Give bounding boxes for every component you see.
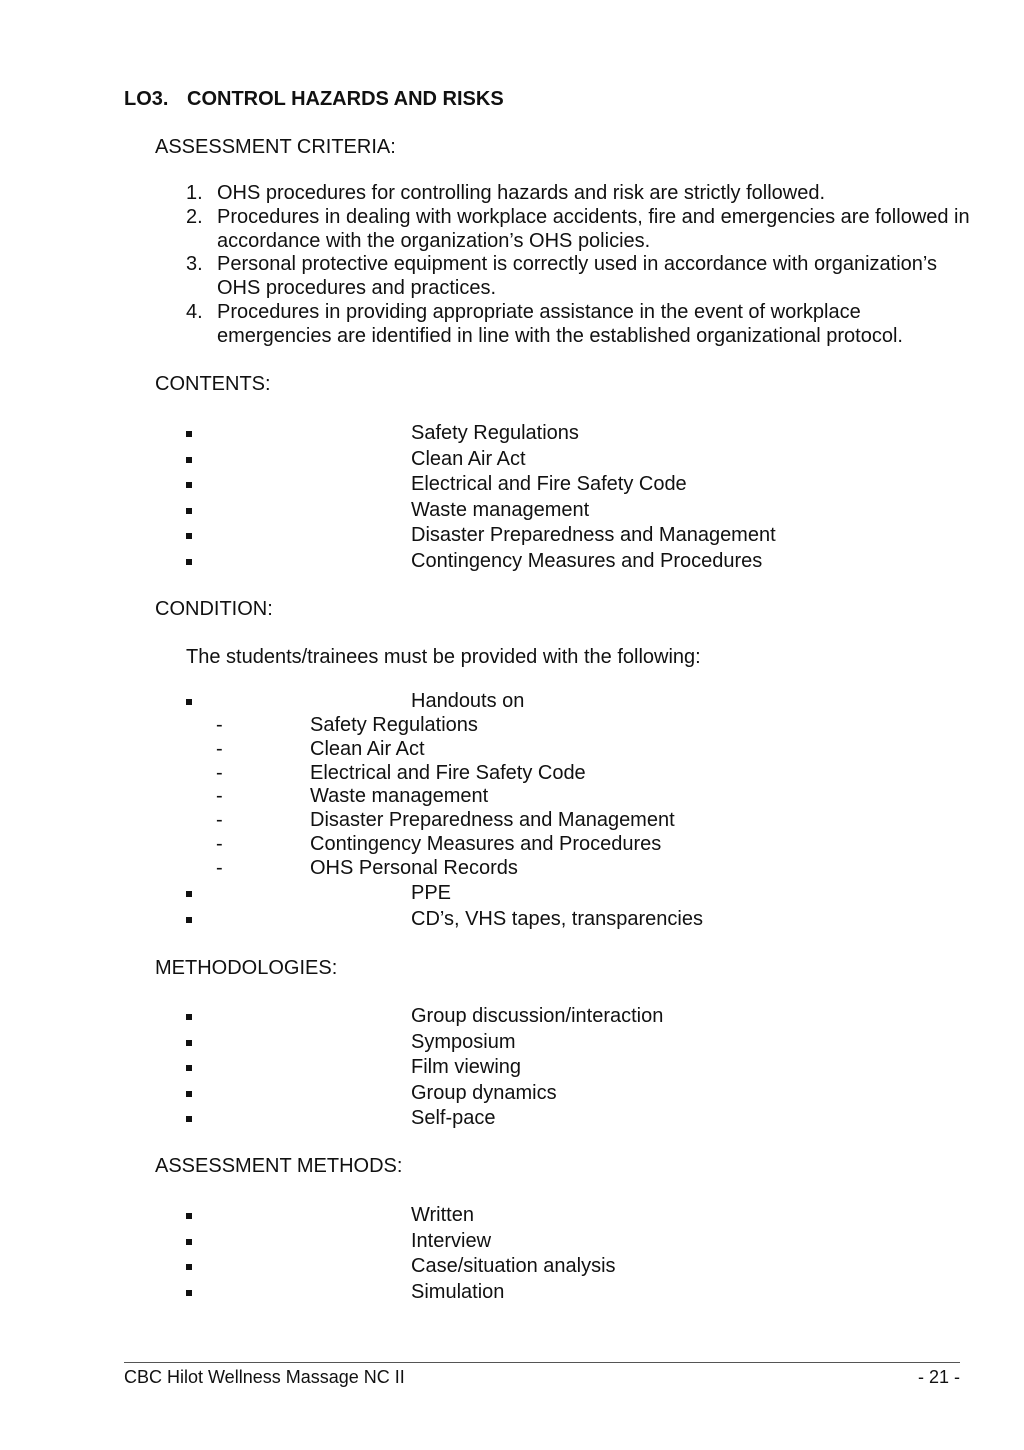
dash-marker: - — [216, 785, 223, 808]
contents-item-text: Clean Air Act — [411, 447, 526, 470]
condition-item-text: PPE — [411, 882, 452, 904]
contents-item-text: Contingency Measures and Procedures — [411, 549, 763, 572]
bullet-square-icon — [186, 508, 192, 514]
bullet-square-icon — [186, 1091, 192, 1097]
bullet-square-icon — [186, 482, 192, 488]
criteria-item — [186, 182, 976, 206]
footer-title: CBC Hilot Wellness Massage NC II — [124, 1367, 405, 1387]
dash-marker: - — [216, 856, 223, 879]
assessment-method-text: Case/situation analysis — [411, 1255, 616, 1278]
contents-item-text: Safety Regulations — [411, 422, 579, 444]
methodology-item-text: Group dynamics — [411, 1081, 557, 1104]
handout-item-text: Electrical and Fire Safety Code — [310, 761, 586, 784]
assessment-method-text: Simulation — [411, 1280, 505, 1303]
handout-item-text: Contingency Measures and Procedures — [310, 832, 662, 855]
condition-label: CONDITION: — [155, 598, 273, 620]
assessment-methods-label: ASSESSMENT METHODS: — [155, 1155, 403, 1177]
bullet-square-icon — [186, 1290, 192, 1296]
dash-marker: - — [216, 761, 223, 784]
criteria-number: 3. — [186, 253, 203, 276]
bullet-square-icon — [186, 1264, 192, 1270]
dash-marker: - — [216, 714, 223, 736]
criteria-text: Procedures in dealing with workplace accidents, fire and emergencies are followed in accordance with the organization’s OHS policies. — [217, 205, 970, 252]
bullet-square-icon — [186, 699, 192, 705]
criteria-number: 4. — [186, 300, 203, 323]
handout-item-text: Disaster Preparedness and Management — [310, 809, 675, 832]
bullet-square-icon — [186, 917, 192, 923]
assessment-criteria-list — [186, 182, 976, 349]
bullet-square-icon — [186, 559, 192, 565]
criteria-number: 2. — [186, 205, 203, 228]
criteria-number: 1. — [186, 182, 203, 204]
bullet-square-icon — [186, 1014, 192, 1020]
dash-marker: - — [216, 809, 223, 832]
assessment-criteria-label: ASSESSMENT CRITERIA: — [155, 136, 396, 158]
criteria-item — [186, 206, 976, 254]
criteria-text: Procedures in providing appropriate assistance in the event of workplace emergencies are identified in line with the established organizational protocol. — [217, 300, 903, 347]
assessment-method-text: Interview — [411, 1229, 492, 1252]
bullet-square-icon — [186, 1116, 192, 1122]
page-number: - 21 - — [917, 1367, 960, 1387]
footer-divider — [124, 1362, 960, 1363]
section-heading — [124, 88, 504, 111]
criteria-text: OHS procedures for controlling hazards and risk are strictly followed. — [217, 182, 826, 204]
assessment-method-text: Written — [411, 1204, 474, 1226]
dash-marker: - — [216, 737, 223, 760]
bullet-square-icon — [186, 533, 192, 539]
bullet-square-icon — [186, 1065, 192, 1071]
condition-intro: The students/trainees must be provided with the following: — [186, 646, 701, 668]
methodologies-label: METHODOLOGIES: — [155, 957, 338, 979]
dash-marker: - — [216, 832, 223, 855]
handout-item-text: Clean Air Act — [310, 737, 425, 760]
bullet-square-icon — [186, 1239, 192, 1245]
condition-item-text: CD’s, VHS tapes, transparencies — [411, 907, 703, 930]
handout-item-text: Waste management — [310, 785, 489, 808]
contents-label: CONTENTS: — [155, 373, 271, 395]
criteria-text: Personal protective equipment is correctly used in accordance with organization’s OHS procedures and practices. — [217, 253, 938, 300]
contents-item-text: Disaster Preparedness and Management — [411, 524, 776, 547]
contents-item-text: Waste management — [411, 498, 590, 521]
handout-item-text: OHS Personal Records — [310, 856, 518, 879]
contents-item-text: Electrical and Fire Safety Code — [411, 473, 687, 496]
methodology-item-text: Group discussion/interaction — [411, 1005, 664, 1027]
heading-code: LO3. — [124, 88, 169, 110]
heading-title: CONTROL HAZARDS AND RISKS — [187, 88, 504, 110]
methodology-item-text: Film viewing — [411, 1056, 522, 1079]
bullet-square-icon — [186, 1213, 192, 1219]
handout-item-text: Safety Regulations — [310, 714, 478, 736]
bullet-square-icon — [186, 891, 192, 897]
handouts-label: Handouts on — [411, 690, 525, 712]
methodology-item-text: Self-pace — [411, 1107, 496, 1130]
methodology-item-text: Symposium — [411, 1030, 516, 1053]
bullet-square-icon — [186, 431, 192, 437]
criteria-item — [186, 301, 976, 349]
bullet-square-icon — [186, 1040, 192, 1046]
bullet-square-icon — [186, 457, 192, 463]
criteria-item — [186, 253, 976, 301]
